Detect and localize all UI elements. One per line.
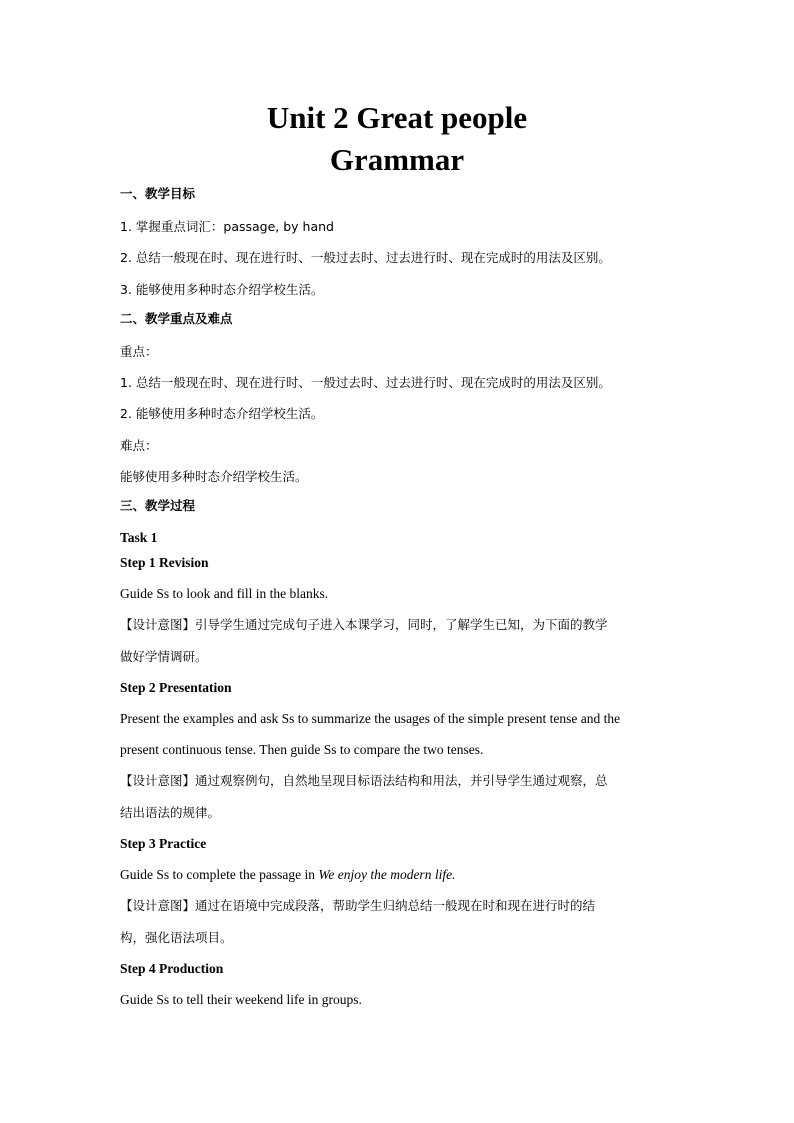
objective-item: 1. 掌握重点词汇：passage, by hand <box>120 219 334 234</box>
step1-intent-line1: 【设计意图】引导学生通过完成句子进入本课学习，同时，了解学生已知，为下面的教学 <box>120 617 608 632</box>
section-heading-objectives: 一、教学目标 <box>120 186 196 201</box>
step3-intent-line2: 构，强化语法项目。 <box>120 930 233 945</box>
step3-text-plain: Guide Ss to complete the passage in <box>120 867 319 882</box>
objective-item: 2. 总结一般现在时、现在进行时、一般过去时、过去进行时、现在完成时的用法及区别。 <box>120 250 611 265</box>
key-points-label: 重点： <box>120 344 158 359</box>
section-heading-process: 三、教学过程 <box>120 498 196 513</box>
step4-text: Guide Ss to tell their weekend life in groups. <box>120 992 362 1007</box>
step1-text: Guide Ss to look and fill in the blanks. <box>120 586 329 601</box>
task-label: Task 1 <box>120 530 158 545</box>
step3-text-passage-title: We enjoy the modern life. <box>318 867 456 882</box>
step2-title: Step 2 Presentation <box>120 680 232 695</box>
doc-title: Unit 2 Great people <box>266 100 528 135</box>
step3-title: Step 3 Practice <box>120 836 207 851</box>
key-point-item: 1. 总结一般现在时、现在进行时、一般过去时、过去进行时、现在完成时的用法及区别。 <box>120 375 611 390</box>
step3-text <box>120 867 455 883</box>
difficulty-text: 能够使用多种时态介绍学校生活。 <box>120 469 308 484</box>
step1-intent-line2: 做好学情调研。 <box>120 649 208 664</box>
step2-text-line1: Present the examples and ask Ss to summarize the usages of the simple present tense and the <box>120 711 621 726</box>
step2-intent-line2: 结出语法的规律。 <box>120 805 221 820</box>
objective-item: 3. 能够使用多种时态介绍学校生活。 <box>120 282 324 297</box>
step3-intent-line1: 【设计意图】通过在语境中完成段落，帮助学生归纳总结一般现在时和现在进行时的结 <box>120 898 596 913</box>
doc-subtitle: Grammar <box>329 142 465 177</box>
difficulty-label: 难点： <box>120 438 158 453</box>
step2-intent-line1: 【设计意图】通过观察例句，自然地呈现目标语法结构和用法，并引导学生通过观察，总 <box>120 773 608 788</box>
key-point-item: 2. 能够使用多种时态介绍学校生活。 <box>120 406 324 421</box>
section-heading-key-points: 二、教学重点及难点 <box>120 311 233 326</box>
step4-title: Step 4 Production <box>120 961 224 976</box>
step1-title: Step 1 Revision <box>120 555 209 570</box>
step2-text-line2: present continuous tense. Then guide Ss to compare the two tenses. <box>120 742 484 757</box>
